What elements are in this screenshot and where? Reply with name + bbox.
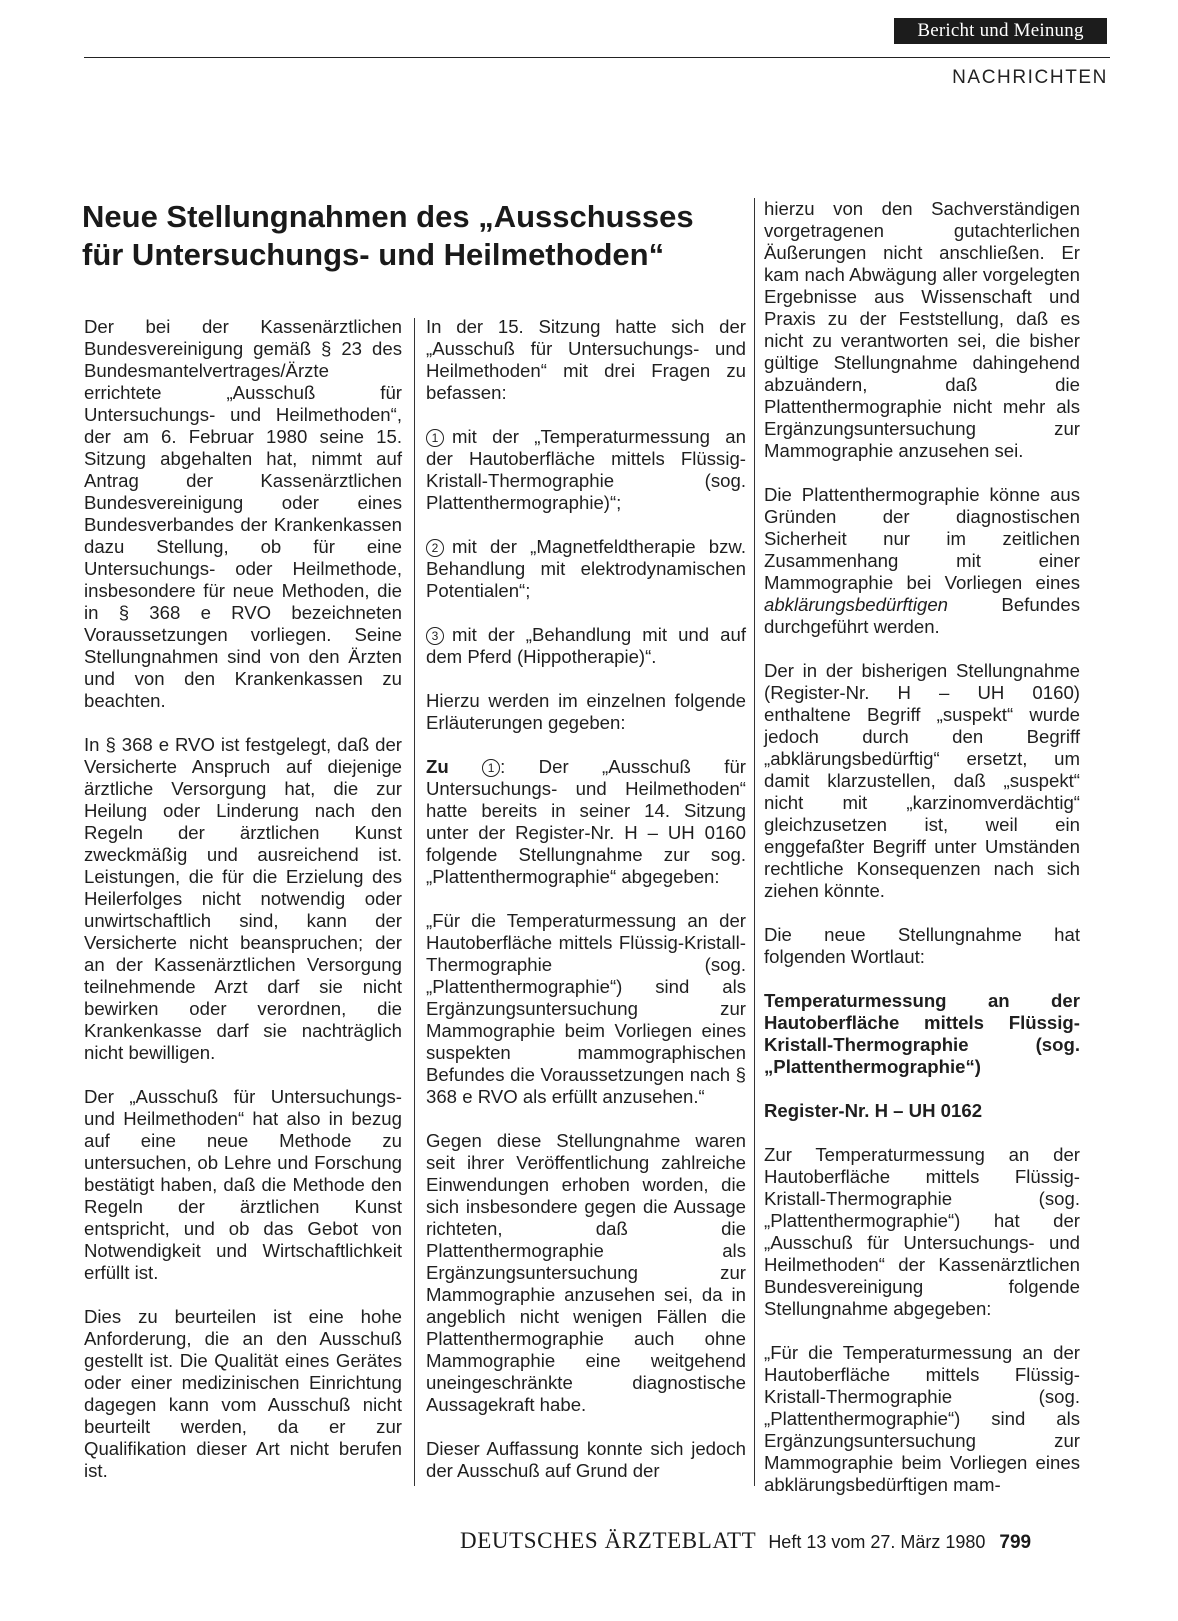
list-item-text: mit der „Magnetfeldtherapie bzw. Behandlung mit elektrodynamischen Potentialen“; (426, 536, 746, 601)
article-title (82, 198, 762, 274)
paragraph (764, 484, 1080, 638)
list-item (426, 536, 746, 602)
column-divider-1 (414, 318, 415, 1486)
circled-number: 1 (426, 429, 444, 447)
paragraph (426, 756, 746, 888)
paragraph-text: : Der „Ausschuß für Untersuchungs- und Heilmethoden“ hatte bereits in seiner 14. Sitzung unter der Register-Nr. H – UH 0160 folgende Stellungnahme zur sog. „Plattenthermographie“ abgegeben: (426, 756, 746, 887)
page-footer (460, 1528, 1110, 1554)
list-item-text: mit der „Behandlung mit und auf dem Pferd (Hippotherapie)“. (426, 624, 746, 667)
quote: „Für die Temperaturmessung an der Hautoberfläche mittels Flüssig-Kristall-Thermographie (sog. „Plattenthermographie“) sind als Ergänzungsuntersuchung zur Mammographie beim Vorliegen eines abklärungsbedürftigen mam- (764, 1342, 1080, 1495)
paragraph: Dies zu beurteilen ist eine hohe Anforderung, die an den Ausschuß gestellt ist. Die Qualität eines Gerätes oder einer medizinischen Einrichtung dagegen kann vom Ausschuß nicht beurteilt werden, da er zur Qualifikation dieser Art nicht berufen ist. (84, 1306, 402, 1481)
page-number: 799 (999, 1532, 1032, 1553)
quote: „Für die Temperaturmessung an der Hautoberfläche mittels Flüssig-Kristall-Thermographie (sog. „Plattenthermographie“) sind als Ergänzungsuntersuchung zur Mammographie beim Vorliegen eines suspekten mammographischen Befundes die Voraussetzungen nach § 368 e RVO als erfüllt anzusehen.“ (426, 910, 746, 1107)
paragraph: Der „Ausschuß für Untersuchungs- und Heilmethoden“ hat also in bezug auf eine neue Methode zu untersuchen, ob Lehre und Forschung bestätigt haben, daß die Methode den Regeln der ärztlichen Kunst entspricht, und ob das Gebot von Notwendigkeit und Wirtschaftlichkeit erfüllt ist. (84, 1086, 402, 1283)
circled-number: 1 (482, 759, 500, 777)
title-line-1: Neue Stellungnahmen des „Ausschusses (82, 199, 694, 234)
circled-number: 3 (426, 627, 444, 645)
paragraph-text: Befundes durchgeführt werden. (764, 594, 1080, 637)
list-item (426, 426, 746, 514)
zu-label: Zu (426, 756, 449, 777)
list-item-text: mit der „Temperaturmessung an der Hautoberfläche mittels Flüssig-Kristall-Thermographie (sog. Plattenthermographie)“; (426, 426, 746, 513)
column-2 (426, 316, 746, 1504)
column-3 (764, 198, 1080, 1518)
issue-info: Heft 13 vom 27. März 1980 (768, 1532, 986, 1552)
column-divider-2 (754, 198, 755, 1486)
paragraph: Die neue Stellungnahme hat folgenden Wortlaut: (764, 924, 1080, 967)
paragraph: In § 368 e RVO ist festgelegt, daß der Versicherte Anspruch auf diejenige ärztliche Versorgung hat, die zur Heilung oder Linderung nach den Regeln der ärztlichen Kunst zweckmäßig und ausreichend ist. Leistungen, die für die Erzielung des Heilerfolges nicht notwendig oder unwirtschaftlich sind, kann der Versicherte nicht beanspruchen; der an der Kassenärztlichen Versorgung teilnehmende Arzt darf sie nicht bewirken oder verordnen, die Krankenkasse darf sie nachträglich nicht bewilligen. (84, 734, 402, 1063)
paragraph: Der in der bisherigen Stellungnahme (Register-Nr. H – UH 0160) enthaltene Begriff „suspekt“ wurde jedoch durch den Begriff „abklärungsbedürftig“ ersetzt, um damit klarzustellen, daß „suspekt“ nicht mit „karzinomverdächtig“ gleichzusetzen ist, weil ein enggefaßter Begriff unter Umständen rechtliche Konsequenzen nach sich ziehen könnte. (764, 660, 1080, 901)
journal-name: DEUTSCHES ÄRZTEBLATT (460, 1528, 757, 1553)
paragraph-text: Die Plattenthermographie könne aus Gründen der diagnostischen Sicherheit nur im zeitlichen Zusammenhang mit einer Mammographie bei Vorliegen eines (764, 484, 1080, 593)
circled-number: 2 (426, 539, 444, 557)
paragraph: Hierzu werden im einzelnen folgende Erläuterungen gegeben: (426, 690, 746, 733)
list-item (426, 624, 746, 668)
column-1 (84, 316, 402, 1504)
paragraph: Gegen diese Stellungnahme waren seit ihrer Veröffentlichung zahlreiche Einwendungen erhoben worden, die sich insbesondere gegen die Aussage richteten, daß die Plattenthermographie als Ergänzungsuntersuchung zur Mammographie anzusehen sei, da in angeblich nicht wenigen Fällen die Plattenthermographie auch ohne Mammographie eine weitgehend uneingeschränkte diagnostische Aussagekraft habe. (426, 1130, 746, 1415)
section-badge: Bericht und Meinung (894, 18, 1107, 44)
header-rule (84, 57, 1110, 58)
title-line-2: für Untersuchungs- und Heilmethoden“ (82, 237, 665, 272)
paragraph: Dieser Auffassung konnte sich jedoch der Ausschuß auf Grund der (426, 1438, 746, 1481)
paragraph: In der 15. Sitzung hatte sich der „Ausschuß für Untersuchungs- und Heilmethoden“ mit drei Fragen zu befassen: (426, 316, 746, 403)
section-label: NACHRICHTEN (952, 67, 1108, 88)
emphasis: abklärungsbedürftigen (764, 594, 949, 615)
subheading: Temperaturmessung an der Hautoberfläche mittels Flüssig-Kristall-Thermographie (sog. „Plattenthermographie“) (764, 990, 1080, 1077)
paragraph: hierzu von den Sachverständigen vorgetragenen gutachterlichen Äußerungen nicht anschließen. Er kam nach Abwägung aller vorgelegten Ergebnisse aus Wissenschaft und Praxis zu der Feststellung, daß es nicht zu verantworten sei, die bisher gültige Stellungnahme dahingehend abzuändern, daß die Plattenthermographie nicht mehr als Ergänzungsuntersuchung zur Mammographie anzusehen sei. (764, 198, 1080, 461)
paragraph: Der bei der Kassenärztlichen Bundesvereinigung gemäß § 23 des Bundesmantelvertrages/Ärzte errichtete „Ausschuß für Untersuchungs- und Heilmethoden“, der am 6. Februar 1980 seine 15. Sitzung abgehalten hat, nimmt auf Antrag der Kassenärztlichen Bundesvereinigung oder eines Bundesverbandes der Krankenkassen dazu Stellung, ob für eine Untersuchungs- oder Heilmethode, insbesondere für neue Methoden, die in § 368 e RVO bezeichneten Voraussetzungen vorliegen. Seine Stellungnahmen sind von den Ärzten und von den Krankenkassen zu beachten. (84, 316, 402, 711)
paragraph: Zur Temperaturmessung an der Hautoberfläche mittels Flüssig-Kristall-Thermographie (sog. „Plattenthermographie“) hat der „Ausschuß für Untersuchungs- und Heilmethoden“ der Kassenärztlichen Bundesvereinigung folgende Stellungnahme abgegeben: (764, 1144, 1080, 1319)
register-number: Register-Nr. H – UH 0162 (764, 1100, 983, 1121)
